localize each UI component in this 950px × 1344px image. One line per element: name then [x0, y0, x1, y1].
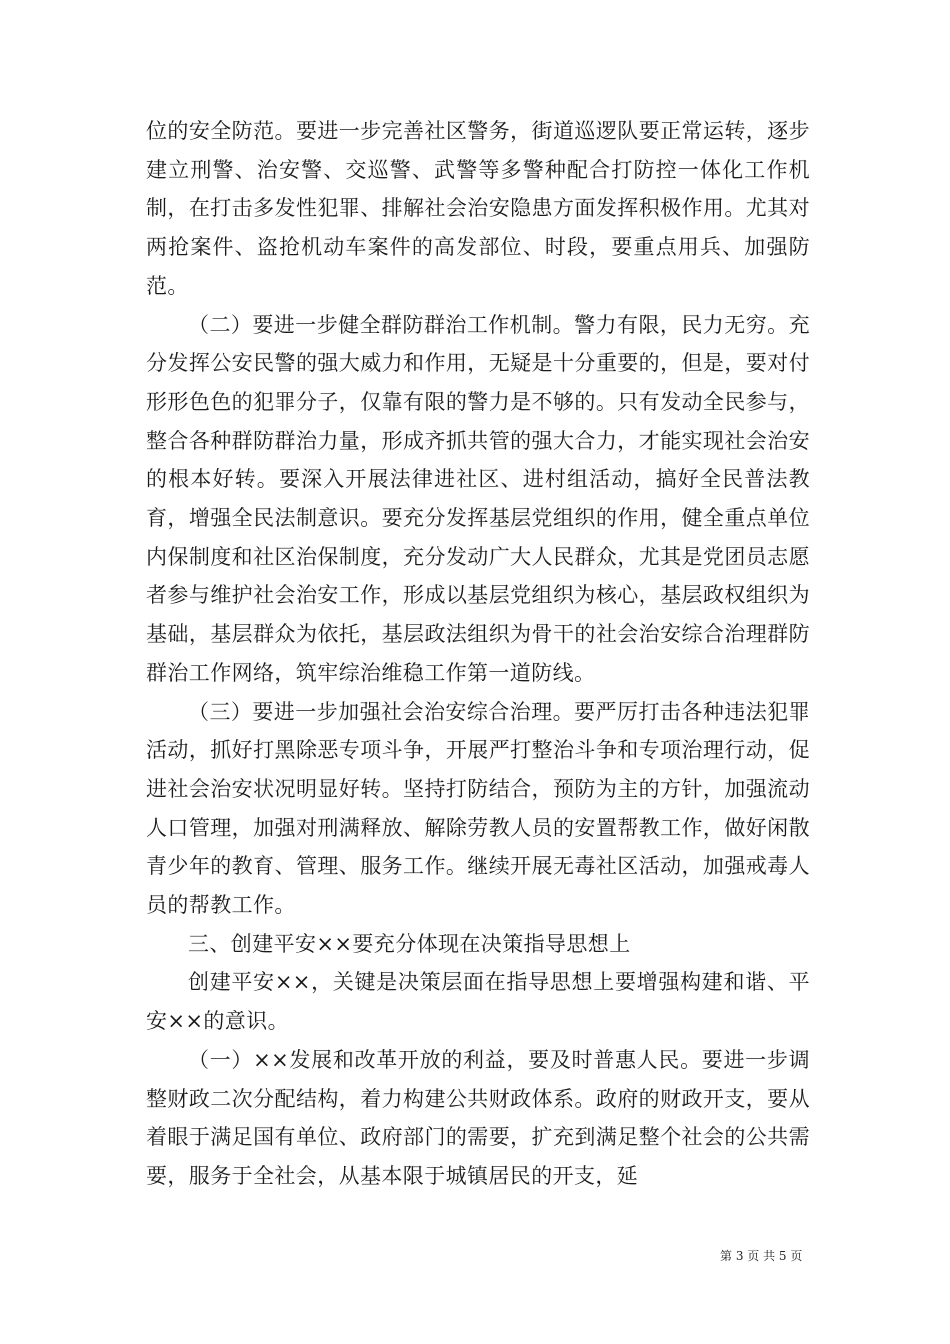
section-heading: 三、创建平安××要充分体现在决策指导思想上 — [188, 931, 631, 956]
paragraph-5: （一）××发展和改革开放的利益，要及时普惠人民。要进一步调整财政二次分配结构，着力构建公共财政体系。政府的财政开支，要从着眼于满足国有单位、政府部门的需要，扩充到满足整个社会的公共需要，服务于全社会，从基本限于城镇居民的开支，延 — [146, 1047, 810, 1188]
paragraph-1: 位的安全防范。要进一步完善社区警务，街道巡逻队要正常运转，逐步建立刑警、治安警、交巡警、武警等多警种配合打防控一体化工作机制，在打击多发性犯罪、排解社会治安隐患方面发挥积极作用。尤其对两抢案件、盗抢机动车案件的高发部位、时段，要重点用兵、加强防范。 — [146, 119, 810, 298]
paragraph-3: （三）要进一步加强社会治安综合治理。要严厉打击各种违法犯罪活动，抓好打黑除恶专项斗争，开展严打整治斗争和专项治理行动，促进社会治安状况明显好转。坚持打防结合，预防为主的方针，加强流动人口管理，加强对刑满释放、解除劳教人员的安置帮教工作，做好闲散青少年的教育、管理、服务工作。继续开展无毒社区活动，加强戒毒人员的帮教工作。 — [146, 699, 810, 918]
document-body — [146, 112, 810, 1196]
page-number-footer: 第 3 页 共 5 页 — [720, 1249, 803, 1263]
paragraph-2: （二）要进一步健全群防群治工作机制。警力有限，民力无穷。充分发挥公安民警的强大威力和作用，无疑是十分重要的，但是，要对付形形色色的犯罪分子，仅靠有限的警力是不够的。只有发动全民参与，整合各种群防群治力量，形成齐抓共管的强大合力，才能实现社会治安的根本好转。要深入开展法律进社区、进村组活动，搞好全民普法教育，增强全民法制意识。要充分发挥基层党组织的作用，健全重点单位内保制度和社区治保制度，充分发动广大人民群众，尤其是党团员志愿者参与维护社会治安工作，形成以基层党组织为核心，基层政权组织为基础，基层群众为依托，基层政法组织为骨干的社会治安综合治理群防群治工作网络，筑牢综治维稳工作第一道防线。 — [146, 312, 810, 685]
paragraph-4: 创建平安××，关键是决策层面在指导思想上要增强构建和谐、平安××的意识。 — [146, 970, 810, 1034]
